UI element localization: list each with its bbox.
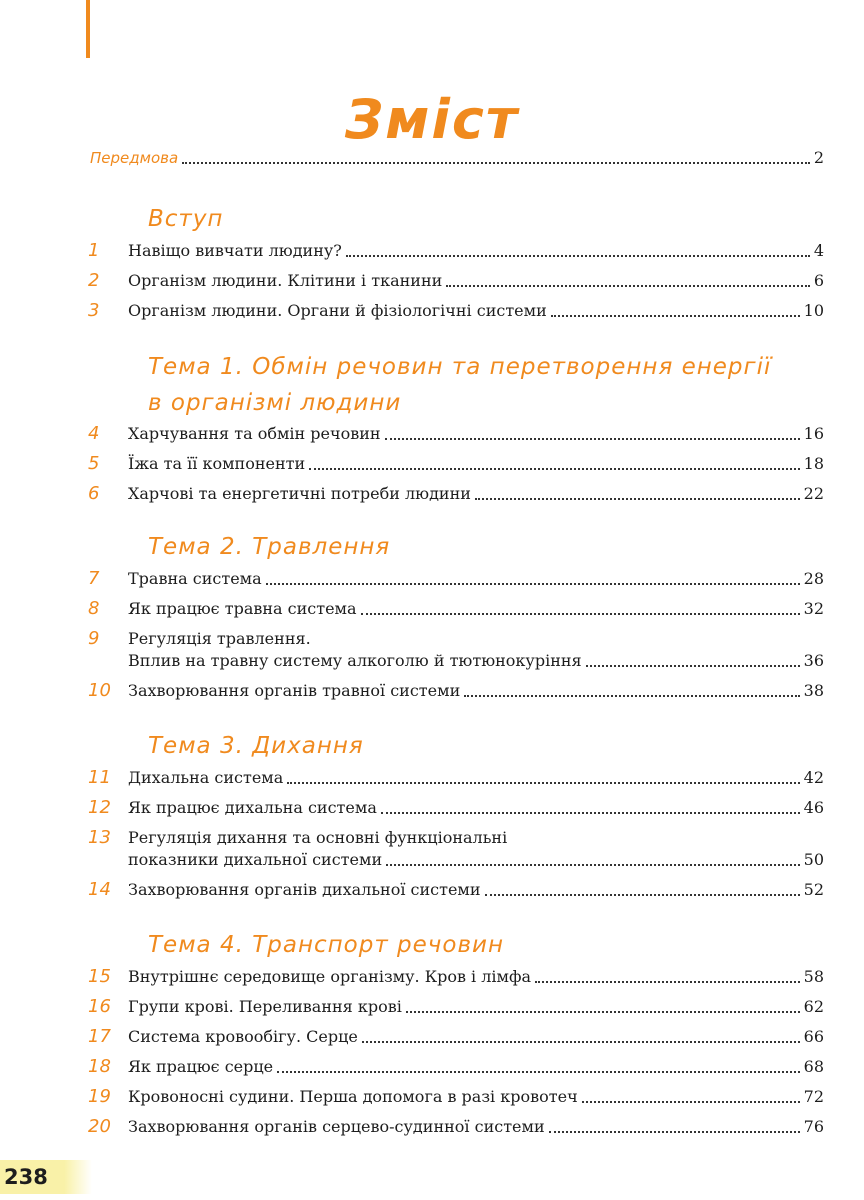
page-title: Зміст — [344, 88, 520, 151]
page-ref: 16 — [803, 424, 824, 443]
entry-number: 9 — [88, 628, 100, 649]
entry-title: Їжа та її компоненти — [128, 454, 306, 473]
section-heading-topic-1-cont: в організмі людини — [148, 390, 402, 416]
entry-number: 10 — [88, 680, 111, 701]
entry-title: Кровоносні судини. Перша допомога в разі кровотеч — [128, 1087, 578, 1106]
toc-entry[interactable] — [0, 1052, 864, 1082]
toc-entry[interactable] — [0, 564, 864, 594]
dot-leader — [464, 695, 799, 697]
toc-entry[interactable] — [0, 479, 864, 509]
entry-title: Внутрішнє середовище організму. Кров і лімфа — [128, 967, 532, 986]
entry-title: Організм людини. Органи й фізіологічні системи — [128, 301, 547, 320]
toc-entry[interactable] — [0, 419, 864, 449]
dot-leader — [361, 613, 800, 615]
dot-leader — [406, 1011, 800, 1013]
page-ref: 50 — [803, 850, 824, 869]
entry-title: Навіщо вивчати людину? — [128, 241, 342, 260]
entry-number: 11 — [88, 767, 111, 788]
toc-entry[interactable] — [0, 594, 864, 624]
toc-entry-second-line[interactable] — [0, 646, 864, 676]
entry-title: Як працює дихальна система — [128, 798, 377, 817]
page-ref: 46 — [803, 798, 824, 817]
toc-entry[interactable] — [0, 763, 864, 793]
page-ref: 62 — [803, 997, 824, 1016]
entry-title: Захворювання органів серцево-судинної системи — [128, 1117, 545, 1136]
page-ref: 36 — [803, 651, 824, 670]
page-ref: 2 — [813, 148, 824, 167]
dot-leader — [535, 981, 800, 983]
dot-leader — [309, 468, 799, 470]
toc-entry[interactable] — [0, 1022, 864, 1052]
entry-number: 14 — [88, 879, 111, 900]
entry-title: Харчові та енергетичні потреби людини — [128, 484, 471, 503]
entry-number: 5 — [88, 453, 100, 474]
toc-entry-second-line[interactable] — [0, 845, 864, 875]
entry-title: Регуляція дихання та основні функціональні — [128, 828, 508, 847]
dot-leader — [475, 498, 800, 500]
page-number: 238 — [0, 1160, 92, 1194]
dot-leader — [287, 782, 799, 784]
entry-number: 15 — [88, 966, 111, 987]
page-ref: 6 — [813, 271, 824, 290]
entry-number: 4 — [88, 423, 100, 444]
dot-leader — [586, 665, 800, 667]
entry-number: 17 — [88, 1026, 111, 1047]
page-ref: 72 — [803, 1087, 824, 1106]
toc-entry-preface[interactable] — [0, 143, 864, 173]
entry-title: Дихальна система — [128, 768, 284, 787]
entry-number: 12 — [88, 797, 111, 818]
dot-leader — [446, 285, 810, 287]
page-ref: 76 — [803, 1117, 824, 1136]
entry-number: 19 — [88, 1086, 111, 1107]
entry-number: 8 — [88, 598, 100, 619]
dot-leader — [549, 1131, 800, 1133]
page-ref: 10 — [803, 301, 824, 320]
toc-entry[interactable] — [0, 962, 864, 992]
page-ref: 68 — [803, 1057, 824, 1076]
entry-title-cont: Вплив на травну систему алкоголю й тютюнокуріння — [128, 651, 582, 670]
dot-leader — [266, 583, 800, 585]
dot-leader — [551, 315, 800, 317]
page-ref: 66 — [803, 1027, 824, 1046]
dot-leader — [381, 812, 800, 814]
entry-title-cont: показники дихальної системи — [128, 850, 383, 869]
toc-entry[interactable] — [0, 793, 864, 823]
dot-leader — [385, 438, 800, 440]
entry-title: Захворювання органів травної системи — [128, 681, 461, 700]
toc-entry[interactable] — [0, 875, 864, 905]
page-ref: 42 — [803, 768, 824, 787]
toc-entry[interactable] — [0, 296, 864, 326]
entry-title: Як працює травна система — [128, 599, 357, 618]
section-heading-topic-4: Тема 4. Транспорт речовин — [148, 932, 505, 958]
dot-leader — [485, 894, 800, 896]
entry-number: 13 — [88, 827, 111, 848]
toc-entry[interactable] — [0, 992, 864, 1022]
page-ref: 28 — [803, 569, 824, 588]
page-ref: 58 — [803, 967, 824, 986]
entry-title: Як працює серце — [128, 1057, 274, 1076]
entry-number: 20 — [88, 1116, 111, 1137]
dot-leader — [277, 1071, 799, 1073]
dot-leader — [582, 1101, 800, 1103]
toc-entry[interactable] — [0, 676, 864, 706]
toc-entry[interactable] — [0, 1112, 864, 1142]
margin-accent-bar — [86, 0, 90, 58]
page-ref: 38 — [803, 681, 824, 700]
section-heading-topic-1: Тема 1. Обмін речовин та перетворення енергії — [148, 354, 772, 380]
page-ref: 4 — [813, 241, 824, 260]
toc-entry[interactable] — [0, 266, 864, 296]
entry-title: Травна система — [128, 569, 262, 588]
dot-leader — [386, 864, 800, 866]
entry-number: 7 — [88, 568, 100, 589]
toc-entry[interactable] — [0, 236, 864, 266]
dot-leader — [182, 162, 810, 164]
entry-title: Харчування та обмін речовин — [128, 424, 381, 443]
section-heading-topic-2: Тема 2. Травлення — [148, 534, 391, 560]
entry-number: 18 — [88, 1056, 111, 1077]
preface-label: Передмова — [90, 149, 179, 167]
entry-title: Захворювання органів дихальної системи — [128, 880, 481, 899]
entry-number: 1 — [88, 240, 100, 261]
page-ref: 18 — [803, 454, 824, 473]
entry-number: 6 — [88, 483, 100, 504]
entry-number: 3 — [88, 300, 100, 321]
page-ref: 32 — [803, 599, 824, 618]
section-heading-topic-3: Тема 3. Дихання — [148, 733, 364, 759]
toc-entry[interactable] — [0, 1082, 864, 1112]
entry-title: Групи крові. Переливання крові — [128, 997, 402, 1016]
dot-leader — [362, 1041, 800, 1043]
entry-title: Система кровообігу. Серце — [128, 1027, 358, 1046]
page-ref: 22 — [803, 484, 824, 503]
page-ref: 52 — [803, 880, 824, 899]
toc-entry[interactable] — [0, 449, 864, 479]
entry-number: 2 — [88, 270, 100, 291]
dot-leader — [346, 255, 810, 257]
entry-title: Організм людини. Клітини і тканини — [128, 271, 443, 290]
entry-title: Регуляція травлення. — [128, 629, 311, 648]
section-heading-intro: Вступ — [148, 206, 224, 232]
entry-number: 16 — [88, 996, 111, 1017]
